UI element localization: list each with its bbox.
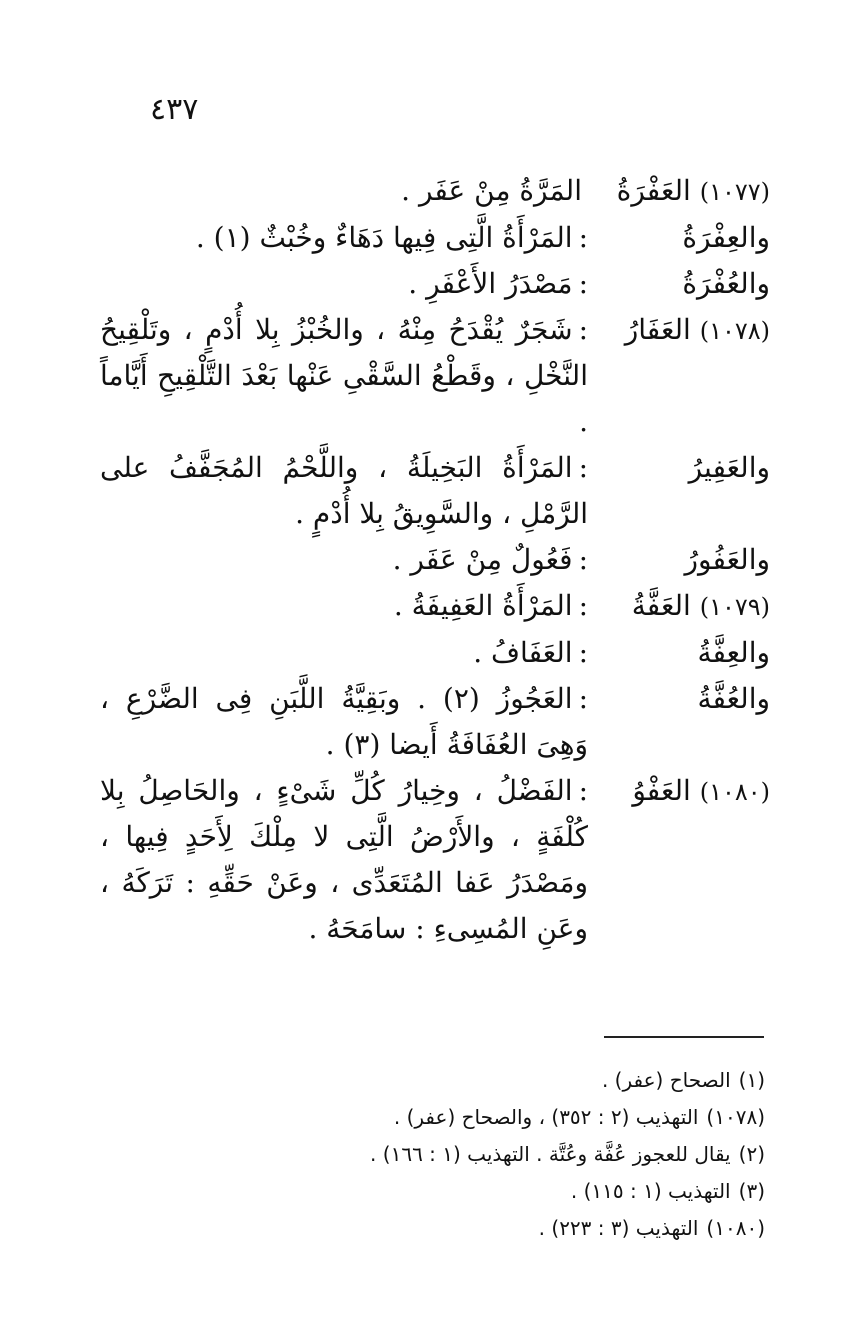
entry-colon: : (578, 636, 588, 669)
entry-definition-text: الفَضْلُ ، وخِيارُ كُلِّ شَىْءٍ ، والحَاصِلُ بِلا كُلْفَةٍ ، والأَرْضُ الَّتِى لا مِلْكَ لِأَحَدٍ فِيها ، ومَصْدَرُ عَفا المُتَعَدِّى ، وعَنْ حَقِّهِ : تَرَكَهُ ، وعَنِ المُسِىءِ : سامَحَهُ . (100, 774, 588, 945)
entry-definition-text: فَعُولٌ مِنْ عَفَر . (392, 543, 573, 576)
entry-word: والعِفْرَةُ (682, 221, 770, 254)
entry (100, 768, 770, 952)
entry-definition (100, 630, 610, 676)
entry-head (610, 307, 770, 354)
entry-head (610, 768, 770, 815)
entry (100, 445, 770, 537)
entry-word: العَفْرَةُ (616, 174, 691, 207)
entry-colon: : (578, 313, 588, 346)
entry-colon: : (578, 451, 588, 484)
entry-definition (100, 445, 610, 537)
entry-definition (100, 168, 610, 214)
page-number: ٤٣٧ (150, 92, 199, 127)
entry-definition-text: المَرْأَةُ الَّتِى فِيها دَهَاءٌ وخُبْثٌ (259, 221, 573, 254)
entry-note: (١) . (195, 221, 251, 254)
entry-head (610, 630, 770, 676)
footnote-number: (١٠٨٠) (706, 1216, 765, 1240)
entry-definition (100, 768, 610, 952)
entry-head (610, 676, 770, 722)
footnote-number: (٢) (738, 1142, 765, 1166)
entry-head (610, 537, 770, 583)
footnote-number: (١٠٧٨) (706, 1105, 765, 1129)
entry-definition-text: المَرَّةُ مِنْ عَفَر . (401, 174, 582, 207)
footnotes (100, 1062, 765, 1247)
entry-definition-text: المَرْأَةُ العَفِيفَةُ . (393, 589, 573, 622)
footnote-text: التهذيب (٢ : ٣٥٢) ، والصحاح (عفر) . (393, 1105, 699, 1129)
entry-definition-text: العَفَافُ . (473, 636, 573, 669)
entry-definition (100, 583, 610, 629)
entry (100, 537, 770, 583)
dictionary-entries (100, 168, 770, 952)
entry-word: والعِفَّةُ (697, 636, 770, 669)
footnote-number: (١) (738, 1068, 765, 1092)
entry-head (610, 215, 770, 261)
footnote (100, 1210, 765, 1247)
entry-definition (100, 307, 610, 445)
entry (100, 307, 770, 445)
entry (100, 215, 770, 261)
entry-colon: : (578, 589, 588, 622)
footnote-text: الصحاح (عفر) . (601, 1068, 731, 1092)
entry-definition-text: المَرْأَةُ البَخِيلَةُ ، واللَّحْمُ المُجَفَّفُ على الرَّمْلِ ، والسَّوِيقُ بِلا أُدْمٍ . (100, 451, 588, 530)
entry-word: والعَفُورُ (684, 543, 770, 576)
footnote (100, 1136, 765, 1173)
entry-word: والعُفْرَةُ (682, 267, 770, 300)
entry-number: (١٠٧٩) (699, 593, 770, 621)
entry-colon: : (578, 682, 588, 715)
entry-definition-text: العَجُوزُ (٢) . وبَقِيَّةُ اللَّبَنِ فِى الضَّرْعِ ، وَهِىَ العُفَافَةُ أَيضا (٣) . (100, 682, 588, 761)
entry-number: (١٠٧٧) (699, 178, 770, 206)
entry-head (610, 261, 770, 307)
entry-colon: : (578, 543, 588, 576)
footnote-divider (604, 1036, 764, 1038)
footnote-text: التهذيب (٣ : ٢٢٣) . (538, 1216, 699, 1240)
entry-head (610, 583, 770, 630)
entry-word: العَفْوُ (632, 774, 691, 807)
entry-definition (100, 261, 610, 307)
entry-colon: : (578, 774, 588, 807)
entry-definition-text: شَجَرٌ يُقْدَحُ مِنْهُ ، والخُبْزُ بِلا أُدْمٍ ، وتَلْقِيحُ النَّخْلِ ، وقَطْعُ السَّقْىِ عَنْها بَعْدَ التَّلْقِيحِ أَيَّاماً . (100, 313, 588, 438)
footnote (100, 1099, 765, 1136)
entry-word: والعُفَّةُ (697, 682, 770, 715)
footnote (100, 1173, 765, 1210)
entry (100, 630, 770, 676)
entry-word: والعَفِيرُ (688, 451, 770, 484)
entry-head (610, 168, 770, 215)
entry (100, 168, 770, 215)
entry-number: (١٠٨٠) (699, 778, 770, 806)
entry-colon: : (578, 221, 588, 254)
footnote-number: (٣) (738, 1179, 765, 1203)
entry-word: العَفَّةُ (631, 589, 691, 622)
entry-definition (100, 676, 610, 768)
entry-definition-text: مَصْدَرُ الأَعْفَرِ . (408, 267, 573, 300)
footnote-text: يقال للعجوز عُفَّة وعُتَّة . التهذيب (١ : ١٦٦) . (370, 1142, 731, 1166)
entry-number: (١٠٧٨) (699, 317, 770, 345)
entry (100, 261, 770, 307)
entry-colon: : (578, 267, 588, 300)
entry-definition (100, 537, 610, 583)
entry-word: العَفَارُ (624, 313, 691, 346)
footnote (100, 1062, 765, 1099)
entry-head (610, 445, 770, 491)
entry-definition (100, 215, 610, 261)
footnote-text: التهذيب (١ : ١١٥) . (570, 1179, 731, 1203)
entry (100, 583, 770, 630)
entry (100, 676, 770, 768)
